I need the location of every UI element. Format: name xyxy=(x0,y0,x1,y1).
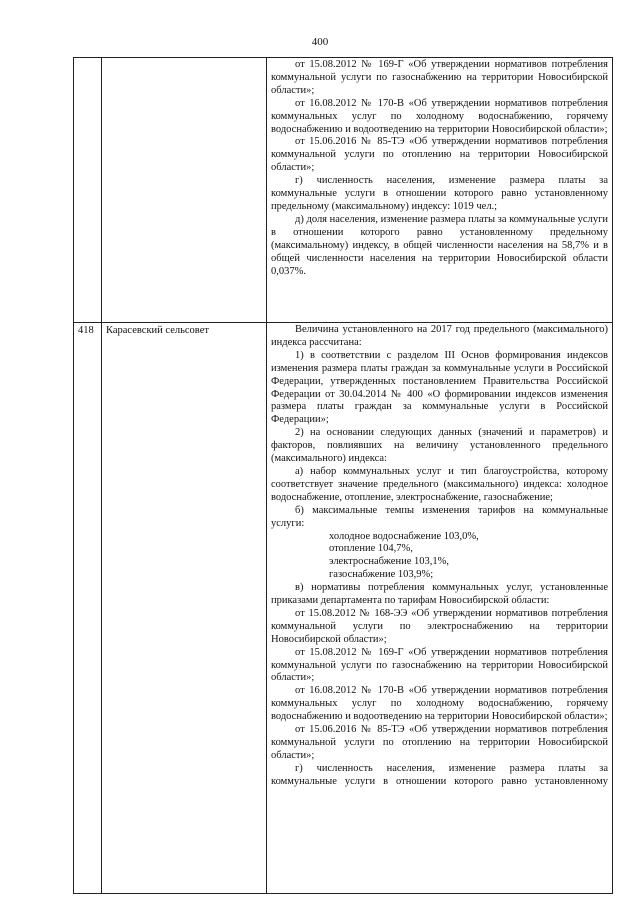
paragraph: д) доля населения, изменение размера платы за коммунальные услуги в отношении которого равно установленному предельному (максимальному) индексу, в общей численности населения на 58,7% и в общей численности населения на территории Новосибирской области 0,037%. xyxy=(271,213,608,277)
municipality-cell xyxy=(102,58,267,323)
row-number-cell xyxy=(74,58,102,323)
paragraph: 2) на основании следующих данных (значений и параметров) и факторов, повлиявших на величину установленного предельного (максимального) индекса: xyxy=(271,427,608,465)
table-row xyxy=(74,58,613,323)
paragraph: Величина установленного на 2017 год предельного (максимального) индекса рассчитана: xyxy=(271,324,608,348)
page-number: 400 xyxy=(311,36,329,48)
paragraph: а) набор коммунальных услуг и тип благоустройства, которому соответствует значение предельного (максимального) индекса: холодное водоснабжение, отопление, электроснабжение, газоснабжение; xyxy=(271,465,608,503)
paragraph: в) нормативы потребления коммунальных услуг, установленные приказами департамента по тарифам Новосибирской области: xyxy=(271,582,608,607)
paragraph: от 16.08.2012 № 170-В «Об утверждении нормативов потребления коммунальных услуг по холодному водоснабжению, горячему водоснабжению и водоотведению на территории Новосибирской области»; xyxy=(271,97,608,135)
paragraph: от 15.08.2012 № 168-ЭЭ «Об утверждении нормативов потребления коммунальной услуги по электроснабжению на территории Новосибирской области»; xyxy=(271,607,608,645)
paragraph: от 15.06.2016 № 85-ТЭ «Об утверждении нормативов потребления коммунальной услуги по отоплению на территории Новосибирской области»; xyxy=(271,724,608,761)
paragraph: б) максимальные темпы изменения тарифов на коммунальные услуги: xyxy=(271,504,608,529)
calculation-cell xyxy=(267,58,613,323)
municipality-cell: Карасевский сельсовет xyxy=(102,323,267,894)
table-row xyxy=(74,323,613,894)
tariff-index-table xyxy=(73,57,613,894)
row-number-cell: 418 xyxy=(74,323,102,894)
paragraph: 1) в соответствии с разделом III Основ формирования индексов изменения размера платы граждан за коммунальные услуги в Российской Федерации, утвержденных постановлением Правительства Российской Федерации от 30.04.2014 № 400 «О формировании индексов изменения размера платы граждан за коммунальные услуги в Российской Федерации»; xyxy=(271,349,608,426)
paragraph: от 15.06.2016 № 85-ТЭ «Об утверждении нормативов потребления коммунальной услуги по отоплению на территории Новосибирской области»; xyxy=(271,136,608,174)
paragraph: от 15.08.2012 № 169-Г «Об утверждении нормативов потребления коммунальной услуги по газоснабжению на территории Новосибирской области»; xyxy=(271,59,608,96)
paragraph: г) численность населения, изменение размера платы за коммунальные услуги в отношении которого равно установленному xyxy=(271,762,608,787)
paragraph: от 16.08.2012 № 170-В «Об утверждении нормативов потребления коммунальных услуг по холодному водоснабжению, горячему водоснабжению и водоотведению на территории Новосибирской области»; xyxy=(271,685,608,723)
paragraph: от 15.08.2012 № 169-Г «Об утверждении нормативов потребления коммунальной услуги по газоснабжению на территории Новосибирской области»; xyxy=(271,646,608,684)
tariff-line: холодное водоснабжение 103,0%, xyxy=(329,530,479,542)
tariff-line: электроснабжение 103,1%, xyxy=(329,556,449,568)
tariff-line: отопление 104,7%, xyxy=(329,543,413,555)
calculation-cell xyxy=(267,323,613,894)
tariff-line: газоснабжение 103,9%; xyxy=(329,569,434,581)
paragraph: г) численность населения, изменение размера платы за коммунальные услуги в отношении которого равно установленному предельному (максимальному) индексу: 1019 чел.; xyxy=(271,175,608,212)
